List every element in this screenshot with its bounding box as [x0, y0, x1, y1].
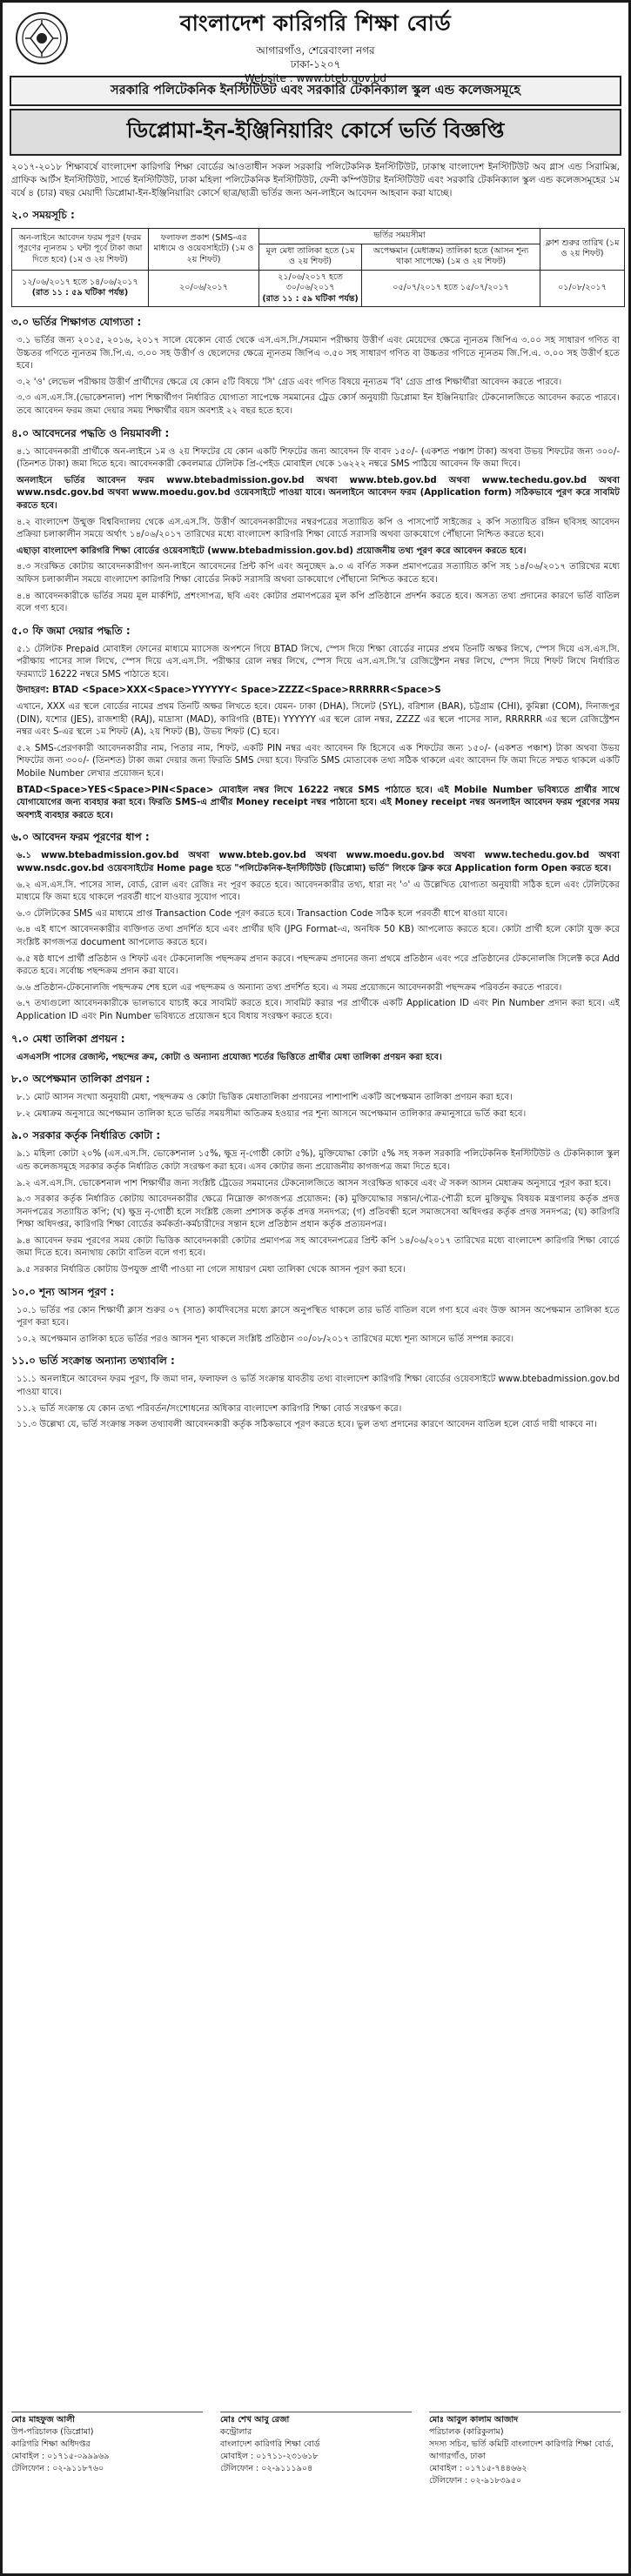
sec4-p2b: এছাড়া বাংলাদেশ কারিগরি শিক্ষা বোর্ডের ওয়েবসাইটে (www.btebadmission.gov.bd) প্রয়োজনীয় তথ্য পূরণ করে আবেদন করতে হবে। — [17, 545, 527, 556]
class-start-date: ০১/০৮/২০১৭ — [540, 270, 625, 307]
sec6-heading: ৬.০ আবেদন ফরম পূরণের ধাপ : — [11, 831, 150, 844]
signature-3-org: সদস্য সচিব, ভর্তি কমিটি বাংলাদেশ কারিগরি শিক্ষা বোর্ড, আগারগাঁও, ঢাকা — [429, 2439, 614, 2461]
col-class-start-header: ক্লাশ শুরুর তারিখ (১ম ও ২য় শিফট) — [540, 229, 625, 271]
sec9-p5: ৯.৫ সরকার নির্ধারিত কোটায় উপযুক্ত প্রার্থী পাওয়া না গেলে সাধারণ মেধা তালিকা থেকে আসন পূরণ করা হবে। — [17, 1265, 406, 1275]
sec10-p1: ১০.১ ভর্তির পর কোন শিক্ষার্থী ক্লাস শুরুর ০৭ (সাত) কার্যদিবসের মধ্যে ক্লাসে অনুপস্থিত থাকলে তার ভর্তি বাতিল বলে গণ্য হবে এবং উক্ত আসন অপেক্ষমান তালিকা হতে পূরণ করা হবে। — [17, 1305, 620, 1328]
col-waiting-header: অপেক্ষমান (মেধাক্রম) তালিকা হতে (আসন শূন্য থাকা সাপেক্ষে) (১ম ও ২য় শিফট) — [362, 244, 540, 270]
sec5-p2b: BTAD<Space>YES<Space>PIN<Space> মোবাইল নম্বর লিখে 16222 নম্বরে SMS পাঠাতে হবে। এই Mobile Number ভবিষ্যতে প্রার্থীর সাথে যোগাযোগের জন্য ব্যবহার করা হবে। ফিরতি SMS-এ প্রার্থীর Money receipt নম্বর পাঠানো হবে। এই Money receipt নম্বর অনলাইন আবেদন ফরম পূরণের সময় অবশ্যই ব্যবহার করতে হবে। — [17, 785, 620, 820]
signature-3-name: মোঃ আবুল কালাম আজাদ — [429, 2412, 621, 2426]
sec11-p1: ১১.১ অনলাইনে আবেদন ফরম পূরণ, ফি জমা দান, ফলাফল ও ভর্তি সংক্রান্ত যাবতীয় তথ্য বাংলাদেশ কারিগরি শিক্ষা বোর্ডের ওয়েবসাইটে www.btebadmission.gov.bd পাওয়া যাবে। — [17, 1375, 620, 1398]
sec4-heading: ৪.০ আবেদনের পদ্ধতি ও নিয়মাবলী : — [11, 426, 170, 439]
intro-paragraph: ২০১৭-২০১৮ শিক্ষাবর্ষে বাংলাদেশ কারিগরি শিক্ষা বোর্ডের আওতাধীন সকল সরকারি পলিটেকনিক ইনস্টিটিউট, ঢাকাস্থ বাংলাদেশ ইনস্টিটিউট অব গ্লাস এন্ড সিরামিক্স, গ্রাফিক আর্টস ইনস্টিটিউট, সার্ভে ইনস্টিটিউট, ঢাকা মহিলা পলিটেকনিক ইনস্টিটিউট, ফেনী কম্পিউটার ইনস্টিটিউট এবং সরকারি টেকনিক্যাল স্কুল এন্ড কলেজসমূহের ১ম বর্ষে ৪ (চার) বছর মেয়াদী ডিপ্লোমা-ইন-ইঞ্জিনিয়ারিং কোর্সে ছাত্র/ছাত্রী ভর্তির জন্য অন-লাইনে আবেদন আহবান করা যাচ্ছে। — [11, 162, 620, 198]
col-result-header: ফলাফল প্রকাশ (SMS-এর মাধ্যমে ও ওয়েবসাইটে) (১ম ও ২য় শিফট) — [149, 229, 259, 271]
board-website: Website : www.bteb.gov.bd — [245, 72, 386, 84]
main-time: (রাত ১১ : ৫৯ ঘটিকা পর্যন্ত) — [262, 293, 359, 304]
sec3-p1: ৩.১ ভর্তির জন্য ২০১৫, ২০১৬, ২০১৭ সালে যেকোন বোর্ড থেকে এস.এস.সি./সমমান পরীক্ষায় উত্তীর্ণ এবং মেয়েদের ক্ষেত্রে ন্যূনতম জিপিএ ৩.০০ সহ সাধারণ গণিত বা উচ্চতর গণিতে ন্যূনতম জি.পি.এ. ৩.০০ সহ উত্তীর্ণ ও ছেলেদের ক্ষেত্রে ন্যূনতম জিপিএ ৩.৫০ সহ সাধারণ গণিত বা উচ্চতর গণিতে ন্যূনতম জি.পি.এ. ৩.০০ সহ উত্তীর্ণ হতে হবে। — [17, 336, 620, 371]
sec3-p2: ৩.২ 'ও' লেভেল পরীক্ষায় উত্তীর্ণ প্রার্থীদের ক্ষেত্রে যে কোন ৫টি বিষয়ে 'সি' গ্রেড এবং গণিত বিষয়ে নূন্যতম 'বি' গ্রেড প্রাপ্ত শিক্ষার্থীরা আবেদন করতে পারবে। — [17, 377, 562, 387]
sec9-p1: ৯.১ মহিলা কোটা ২০% (এস.এস.সি. ভোকেশনাল ১৫%, ক্ষুদ্র নৃ-গোষ্ঠী কোটা ৫%), মুক্তিযোদ্ধা কোটা ৫% সহ সকল সরকারি পলিটেকনিক ইনস্টিটিউট ও টেকনিক্যাল স্কুল এন্ড কলেজসমূহে সরকার কর্তৃক নির্ধারিত কোটা সংরক্ষণ করা হবে। এসব কোটার জন্য প্রয়োজনীয় কাগজপত্র জমা দিতে হবে। — [17, 1149, 620, 1172]
schedule-table — [11, 228, 625, 307]
sec9-heading: ৯.০ সরকার কর্তৃক নির্ধারিত কোটা : — [11, 1129, 161, 1142]
col-main-list-header: মূল মেধা তালিকা হতে (১ম ও ২য় শিফট) — [259, 244, 362, 270]
sec6-p3: ৬.৩ টেলিটকের SMS এর মাধ্যমে প্রাপ্ত Transaction Code পূরণ করতে হবে। Transaction Code সঠিক হলে পরবর্তী ধাপে যাওয়া যাবে। — [17, 908, 508, 919]
signature-2-org: বাংলাদেশ কারিগরি শিক্ষা বোর্ড — [220, 2439, 320, 2449]
schedule-heading: ২.০ সময়সূচি : — [11, 209, 75, 221]
sec7-p1: এসএসসি পাসের রেজাল্ট, পছন্দের ক্রম, কোটা ও অন্যান্য প্রযোজ্য শর্তের ভিত্তিতে প্রার্থীর মেধা তালিকা প্রণয়ন করা হবে। — [17, 1052, 442, 1062]
sec5-p1: ৫.১ টেলিটক Prepaid মোবাইল ফোনের মাধ্যমে ম্যাসেজ অপশনে গিয়ে BTAD লিখে, স্পেস দিয়ে শিক্ষা বোর্ডের নামের প্রথম তিনটি অক্ষর লিখে, স্পেস দিয়ে এস.এস.সি. পরীক্ষায় পাসের সাল লিখে, স্পেস দিয়ে এস.এস.সি. পরীক্ষার রোল নম্বর লিখে, স্পেস দিয়ে এস.এস.সি.'র রেজিস্ট্রেশন নম্বর লিখে, স্পেস দিয়ে শিফট লিখে নির্ধারিত ফরম্যাটে 16222 নম্বরে SMS পাঠাতে হবে। — [17, 644, 620, 679]
board-address: আগারগাঁও, শেরেবাংলা নগর — [256, 44, 375, 57]
col-online-header: অন-লাইনে আবেদন ফরম পূরণ (ফরম পূরণের ন্যূনতম ১ ঘন্টা পূর্বে টাকা জমা দিতে হবে) (১ম ও ২য় শিফট) — [12, 229, 149, 271]
signature-1-name: মোঃ মাহফুজ আলী — [11, 2412, 203, 2426]
sec10-p2: ১০.২ অপেক্ষমান তালিকা হতে ভর্তির পরও আসন শূন্য থাকলে সংশ্লিষ্ট প্রতিষ্ঠান ৩০/০৮/২০১৭ তারিখের মধ্যে শূন্য আসনে ভর্তি সম্পন্ন করবে। — [17, 1334, 514, 1344]
main-dates-cell — [259, 270, 362, 307]
online-dates: ১২/০৬/২০১৭ হতে ১৪/০৬/২০১৭ — [22, 277, 138, 287]
board-name: বাংলাদেশ কারিগরি শিক্ষা বোর্ড — [179, 10, 452, 36]
sec9-p3: ৯.৩ সরকার কর্তৃক নির্ধারিত কোটায় আবেদনকারীর ক্ষেত্রে নিম্নোক্ত কাগজপত্র প্রয়োজন: (ক) মুক্তিযোদ্ধার সন্তান/পৌত্র-পৌত্রী হলে মুক্তিযুদ্ধ বিষয়ক মন্ত্রণালয় কর্তৃক প্রদত্ত সনদপত্রের সত্যায়িত কপি; (খ) ক্ষুদ্র নৃ-গোষ্ঠী হলে সংশ্লিষ্ট জেলা প্রশাসক কর্তৃক প্রদত্ত সনদপত্র; (গ) প্রতিবন্ধী হলে সমাজসেবা অধিদপ্তর কর্তৃক প্রদত্ত সনদপত্র; (ঘ) কারিগরি শিক্ষা অধিদপ্তর, কারিগরি শিক্ষা বোর্ডের কর্মকর্তা-কর্মচারীদের সন্তান হলে প্রতিষ্ঠান প্রধান কর্তৃক প্রত্যয়নপত্র। — [17, 1194, 620, 1230]
signature-2 — [220, 2382, 412, 2475]
institution-strip: সরকারি পলিটেকনিক ইনস্টিটিউট এবং সরকারি টেকনিক্যাল স্কুল এন্ড কলেজসমূহে — [10, 76, 621, 106]
signature-1-org: কারিগরি শিক্ষা অধিদপ্তর — [11, 2439, 91, 2449]
sec11-p3: ১১.৩ উল্লেখ্য যে, ভর্তি সংক্রান্ত সকল তথ্যাবলী আবেদনকারী কর্তৃক সঠিকভাবে পূরণ করতে হবে। ভুল তথ্য প্রদানের কারণে আবেদন বাতিল হলে বোর্ড দায়ী থাকবে না। — [17, 1420, 597, 1430]
sec4-p1b: অনলাইনে ভর্তির আবেদন ফরম www.btebadmission.gov.bd অথবা www.bteb.gov.bd অথবা www.techedu.gov.bd অথবা www.nsdc.gov.bd অথবা www.moedu.gov.bd ওয়েবসাইটে পাওয়া যাবে। অনলাইনে আবেদন ফরম (Application form) সঠিকভাবে পূরণ করে সাবমিট করতে হবে। — [17, 475, 620, 511]
sec6-p4: ৬.৪ এই ধাপে আবেদনকারীর ব্যক্তিগত তথ্য প্রদর্শিত হবে এবং প্রার্থীর ছবি (JPG Format-এ, অনধিক 50 KB) আপলোড করতে হবে। কোটা প্রার্থী হলে কোটা যুক্ত করে সংশ্লিষ্ট কাগজপত্র document আপলোড করতে হবে। — [17, 925, 620, 947]
sec4-p3: ৪.৩ সংরক্ষিত কোটায় আবেদনকারীগণ অন-লাইনে আবেদনের প্রিন্ট কপি এবং অনুচ্ছেদ ৯.০ এ বর্ণিত সকল প্রমাণপত্রের সত্যায়িত কপি সহ ১৪/০৬/২০১৭ তারিখের মধ্যে অফিস চলাকালীন সময়ে বাংলাদেশ কারিগরি শিক্ষা বোর্ডের নিকট সরাসরি অথবা ডাকযোগে পৌঁছানো নিশ্চিত করতে হবে। — [17, 562, 620, 585]
sec5-heading: ৫.০ ফি জমা দেয়ার পদ্ধতি : — [11, 624, 131, 637]
signature-3 — [429, 2382, 621, 2487]
signature-2-tel: টেলিফোন : ০২-৯১১১৯০৪ — [220, 2464, 313, 2473]
sec6-p6: ৬.৬ প্রতিষ্ঠান-টেকনোলজি পছন্দক্রম শেষ হলে এর পছন্দক্রম ও অন্যান্য তথ্য প্রদর্শিত হবে। এ সময় প্রয়োজনে আবেদনকারী পছন্দক্রম পরিবর্তন করতে পারবে। — [17, 982, 562, 993]
sec5-p2: ৫.২ SMS-প্রেরণকারী আবেদনকারীর নাম, পিতার নাম, শিফট, একটি PIN নম্বর এবং আবেদন ফি হিসেবে এক শিফটের জন্য ১৫০/- (একশত পঞ্চাশ) টাকা অথবা উভয় শিফটের জন্য ৩০০/- (তিনশত) টাকা জমা দেয়ার জন্য ফিরতি SMS দেয়া হবে। ফিরতি SMS মোতাবেক তথ্য সঠিক থাকলে এবং আবেদন ফি জমা দিতে সম্মত থাকলে একটি Mobile Number লেখার প্রয়োজন হবে। — [17, 743, 620, 779]
sec9-p4: ৯.৪ আবেদন ফরম পূরণের সময় কোটা ভিত্তিক আবেদনকারী কোটার প্রমাণপত্র সহ আবেদনপত্রের প্রিন্ট কপি ১৪/০৬/২০১৭ তারিখের মধ্যে বাংলাদেশ কারিগরি শিক্ষা বোর্ডে জমা দিতে হবে। অন্যথায় কোটা বাতিল বলে গণ্য হবে। — [17, 1235, 620, 1259]
header — [3, 6, 628, 84]
main-dates: ২১/০৬/২০১৭ হতে ৩০/০৬/২০১৭ — [278, 271, 343, 292]
board-seal-icon — [15, 11, 69, 65]
sec3-p3: ৩.৩ এস.এস.সি.(ভোকেশনাল) পাশ শিক্ষার্থীগণ নির্ধারিত যোগ্যতা সাপেক্ষে সমমানের ট্রেড কোর্স অনুযায়ী ডিপ্লোমা ইন ইঞ্জিনিয়ারিং টেকনোলজিতে আবেদন করতে পারবে। তবে আবেদন ফরম জমা দেয়ার সময় শিক্ষার্থীর বয়স অবশ্যই ২২ বছর হতে হবে। — [17, 393, 620, 416]
signature-1-phone: মোবাইল : ০১৭১৫-০৯৯৯৬৯ — [11, 2452, 110, 2461]
sec9-p2: ৯.২ এস.এস.সি. ভোকেশনাল পাশ শিক্ষার্থীর জন্য সংশ্লিষ্ট ট্রেডের সমমানের টেকনোলজিতে আসন সংরক্ষিত থাকবে এবং ঐ সকল আসন মেধাক্রম অনুসারে পূরণ করা হবে। — [17, 1178, 611, 1188]
sec4-p4: ৪.৪ আবেদনকারীকে ভর্তির সময় মূল মার্কশিট, প্রশংসাপত্র, ছবি এবং কোটার প্রমাণপত্রের মূল কপি প্রতিষ্ঠানে প্রদর্শন করতে হবে। অসত্য তথ্য প্রদানের কারণে ভর্তি বাতিল বলে গণ্য হবে। — [17, 591, 620, 614]
signature-2-name: মোঃ শেখ আবু রেজা — [220, 2412, 412, 2426]
sec8-heading: ৮.০ অপেক্ষমান তালিকা প্রণয়ন : — [11, 1073, 151, 1086]
signature-3-title: পরিচালক (কারিকুলাম) — [429, 2427, 504, 2437]
sec4-p1: ৪.১ আবেদনকারী প্রার্থীকে অন-লাইনে ১ম ও ২য় শিফটের যে কোন একটি শিফটের জন্য আবেদন ফি বাবদ ১৫০/- (একশত পঞ্চাশ টাকা) অথবা উভয় শিফটের জন্য ৩০০/- (তিনশত টাকা) জমা দিতে হবে। আবেদনকারী কেবলমাত্র টেলিটক প্রি-পেইড মোবাইল থেকে ১৬২২২ নম্বরে SMS পাঠিয়ে আবেদন ফি জমা দিবে। — [17, 446, 620, 470]
signature-3-phone: মোবাইল : ০১৭১৫-৭৪৪৬৬২ — [429, 2464, 527, 2473]
sec6-p7: ৬.৭ তথ্যগুলো আবেদনকারীকে ভালভাবে যাচাই করে সাবমিট করতে হবে। সাবমিট করার পর প্রার্থীকে একটি Application ID এবং Pin Number প্রদান করা হবে। এই Application ID এবং Pin Number ভবিষ্যতে প্রয়োজন হবে বিধায় সংরক্ষণ করতে হবে। — [17, 999, 620, 1021]
signature-1 — [11, 2382, 203, 2475]
sec8-p1: ৮.১ মোট আসন সংখ্যা অনুযায়ী মেধা, পছন্দক্রম ও কোটা ভিত্তিক মেধাতালিকা প্রণয়নের পাশাপাশি একটি অপেক্ষমান তালিকা প্রণয়ন করা হবে। — [17, 1093, 513, 1103]
sec6-p5: ৬.৫ ষষ্ঠ ধাপে প্রার্থী প্রতিষ্ঠান ও শিফট এবং টেকনোলজি পছন্দক্রম প্রদান করবে। পছন্দক্রম প্রদানের জন্য প্রথমে প্রতিষ্ঠান এবং পরে প্রতিষ্ঠানের টেকনোলজি সিলেক্ট করে Add করতে হবে। সর্বোচ্চ পছন্দক্রম প্রদান করা যাবে। — [17, 953, 620, 977]
sec3-heading: ৩.০ ভর্তির শিক্ষাগত যোগ্যতা : — [11, 316, 142, 328]
sec6-p1: ৬.১ www.btebadmission.gov.bd অথবা www.bteb.gov.bd অথবা www.moedu.gov.bd অথবা www.techedu.gov.bd অথবা www.nsdc.gov.bd ওয়েবসাইটের Home page হতে "পলিটেকনিক-ইনস্টিটিউট (ডিপ্লোমা) ভর্তি" লিংকে ক্লিক করে Application form Open করতে হবে। — [17, 851, 620, 873]
sec5-p1b: এখানে, XXX এর স্থলে বোর্ডের নামের প্রথম তিনটি অক্ষর লিখতে হবে। যেমন- ঢাকা (DHA), সিলেট (SYL), বরিশাল (BAR), চট্টগ্রাম (CHI), কুমিল্লা (COM), দিনাজপুর (DIN), যশোর (JES), রাজশাহী (RAJ), মাদ্রাসা (MAD), কারিগরি (BTE)। YYYYYY এর স্থলে রোল নম্বর, ZZZZ এর স্থলে পাসের সাল, RRRRRR এর স্থলে রেজিস্ট্রেশন নম্বর এবং S-এর স্থলে ১ম শিফট (A), ২য় শিফট (B), উভয় শিফট (C) হবে। — [17, 702, 620, 738]
board-city: ঢাকা-১২০৭ — [290, 58, 341, 70]
result-date: ২০/০৬/২০১৭ — [149, 270, 259, 307]
sec10-heading: ১০.০ শূন্য আসন পূরণ : — [11, 1285, 115, 1298]
signature-2-title: কন্ট্রোলার — [220, 2427, 252, 2437]
col-admission-group-header: ভর্তির সময়সীমা — [259, 229, 540, 244]
signature-block — [11, 2382, 620, 2556]
signature-1-title: উপ-পরিচালক (ডিপ্লোমা) — [11, 2427, 94, 2437]
sec4-p2: ৪.২ বাংলাদেশ উন্মুক্ত বিশ্ববিদ্যালয় থেকে এস.এস.সি. উত্তীর্ণ আবেদনকারীদের নম্বরপত্রের সত্যায়িত কপি ও পাসপোর্ট সাইজের ২ কপি সত্যায়িত রঙ্গিন ছবিসহ আবেদন প্রক্রিয়া চলাকালীন সময়ে অর্থাৎ ১৪/০৬/২০১৭ তারিখের মধ্যে বাংলাদেশ কারিগরি শিক্ষা বোর্ডে সরাসরি অথবা ডাকযোগে পৌঁছানো নিশ্চিত করতে হবে। — [17, 517, 620, 540]
signature-3-tel: টেলিফোন : ০২-৯১৮৩৯৫০ — [429, 2476, 522, 2486]
online-time: (রাত ১১ : ৫৯ ঘটিকা পর্যন্ত) — [31, 288, 129, 298]
sec11-heading: ১১.০ ভর্তি সংক্রান্ত অন্যান্য তথ্যাবলি : — [11, 1355, 175, 1368]
sec5-example: উদাহরণ: BTAD <Space>XXX<Space>YYYYYY< Space>ZZZZ<Space>RRRRRR<Space>S — [17, 686, 441, 696]
sec11-p2: ১১.২ ভর্তি সংক্রান্ত যে কোন তথ্য পরিবর্তন/সংশোধনের অধিকার বাংলাদেশ কারিগরি শিক্ষা বোর্ড সংরক্ষণ করে। — [17, 1403, 402, 1414]
notice-title: ডিপ্লোমা-ইন-ইঞ্জিনিয়ারিং কোর্সে ভর্তি বিজ্ঞপ্তি — [10, 109, 621, 156]
sec7-heading: ৭.০ মেধা তালিকা প্রণয়ন : — [11, 1032, 125, 1045]
signature-2-phone: মোবাইল : ০১৭১১-২৩১৬১৮ — [220, 2452, 319, 2461]
signature-1-tel: টেলিফোন : ০২-৯১১৮৭৬০ — [11, 2464, 104, 2473]
waiting-dates: ০৫/০৭/২০১৭ হতে ১৫/০৭/২০১৭ — [362, 270, 540, 307]
sec6-p2: ৬.২ এস.এস.সি. পাসের সাল, বোর্ড, রোল এবং রেজিঃ নং পূরণ করতে হবে। আবেদনকারীর তথ্য, ধারা নং '৩' এ উল্লেখিত যোগ্যতা অনুযায়ী সঠিক হলে এবং টেলিটকের মাধ্যমে ফি জমা হয়ে থাকলে পরবর্তী ধাপে যাওয়ার সুযোগ পাবে। — [17, 880, 620, 903]
online-dates-cell — [12, 270, 149, 307]
sec8-p2: ৮.২ মেধাক্রম অনুসারে অপেক্ষমান তালিকা হতে ভর্তির সময়সীমা অতিক্রম হওয়ার পর শূন্য আসনে অপেক্ষমান তালিকার ক্রমানুসারে ভর্তি করা হবে। — [17, 1108, 527, 1119]
